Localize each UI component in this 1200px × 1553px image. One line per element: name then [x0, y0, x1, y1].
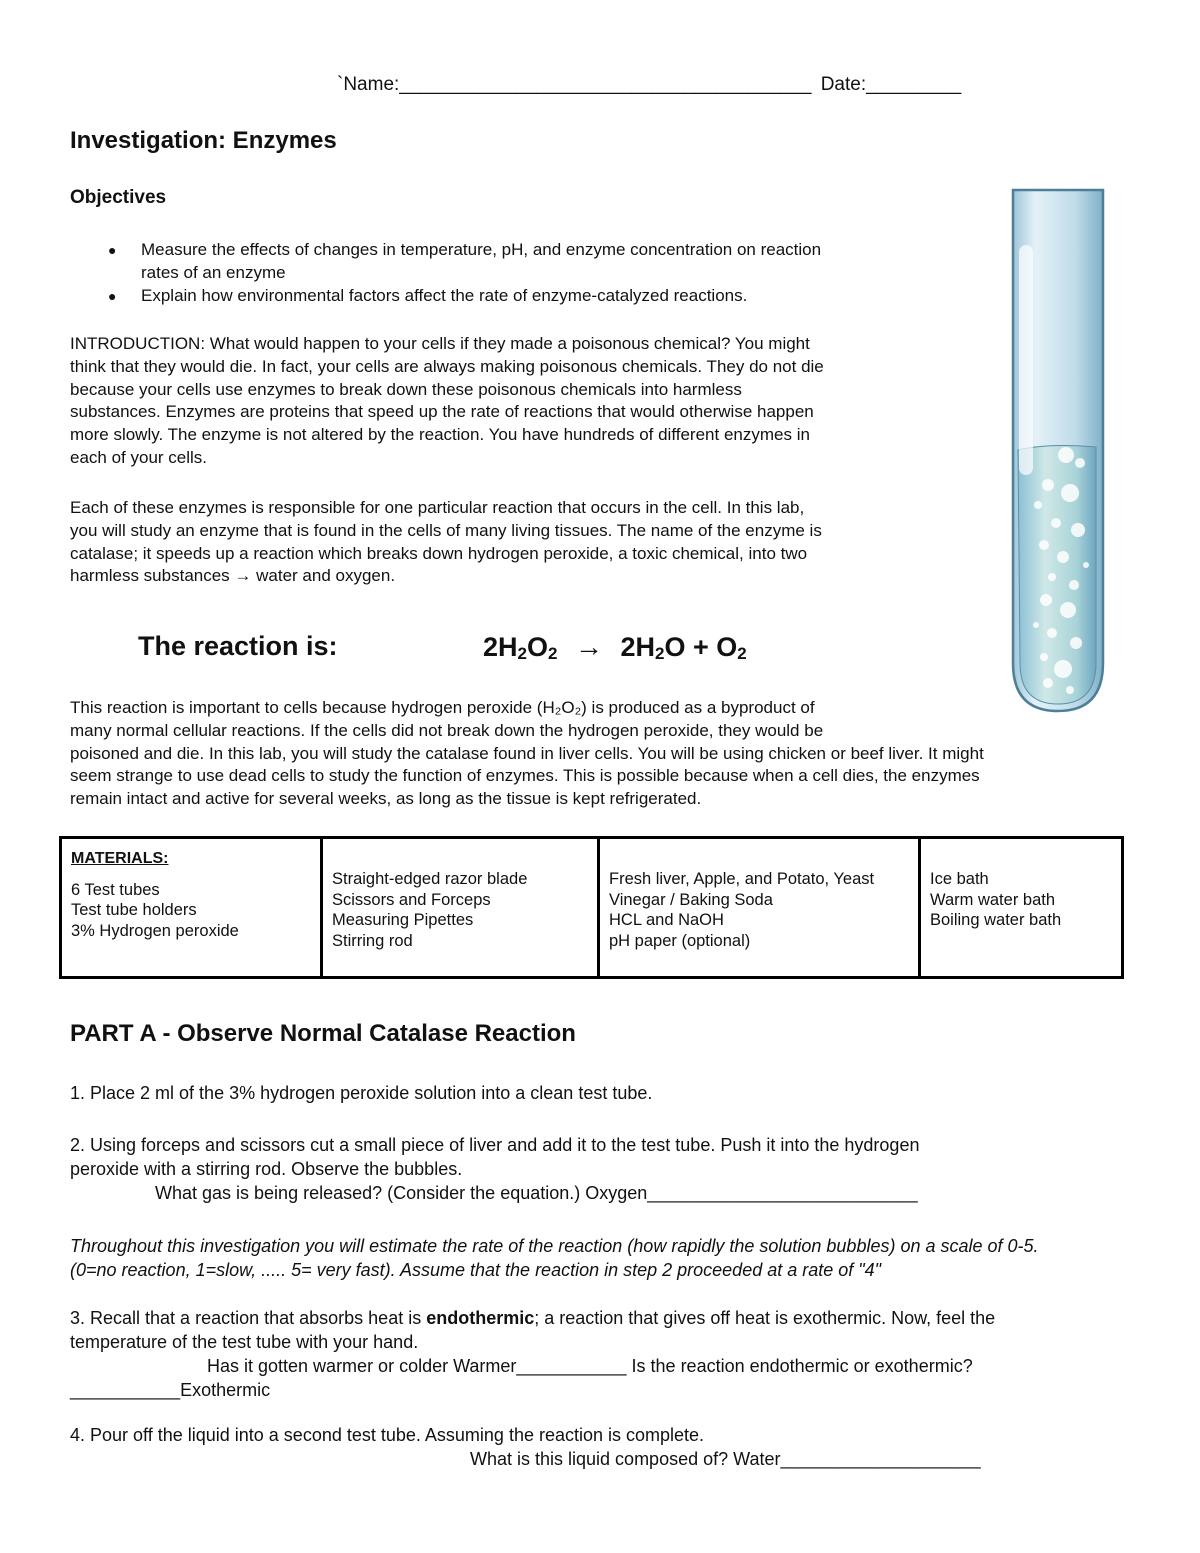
materials-col-2: Straight-edged razor blade Scissors and Forceps Measuring Pipettes Stirring rod	[322, 838, 599, 978]
step-3-question[interactable]: Has it gotten warmer or colder Warmer___________ Is the reaction endothermic or exothermic?	[207, 1356, 973, 1376]
name-field[interactable]: `Name:_______________________________________	[337, 74, 812, 95]
rate-instructions: Throughout this investigation you will estimate the rate of the reaction (how rapidly the solution bubbles) on a scale of 0-5. (0=no reaction, 1=slow, ..... 5= very fast). Assume that the reaction in step 2 proceeded at a rate of "4"	[70, 1236, 1039, 1280]
objectives-list	[70, 239, 940, 307]
part-a-title: PART A - Observe Normal Catalase Reaction	[70, 1020, 576, 1047]
materials-table	[59, 836, 1124, 979]
step-4: 4. Pour off the liquid into a second test tube. Assuming the reaction is complete. What is this liquid composed of? Water____________________	[70, 1425, 981, 1469]
reaction-label: The reaction is:	[138, 631, 338, 661]
enzyme-paragraph: Each of these enzymes is responsible for one particular reaction that occurs in the cell. In this lab, you will study an enzyme that is found in the cells of many living tissues. The name of the enzyme is catalase; it speeds up a reaction which breaks down hydrogen peroxide, a toxic chemical, into two harmless substances → water and oxygen.	[70, 498, 822, 586]
bullet-icon: ●	[108, 242, 117, 258]
step-3: 3. Recall that a reaction that absorbs heat is endothermic; a reaction that gives off heat is exothermic. Now, feel the temperature of the test tube with your hand. Has it gotten warmer or colder Warmer___________ Is the reaction endothermic or exothermic? ___________Exothermic	[70, 1308, 996, 1400]
objectives-heading: Objectives	[70, 187, 167, 208]
materials-col-4: Ice bath Warm water bath Boiling water bath	[920, 838, 1123, 978]
arrow-icon: →	[574, 631, 603, 662]
step-3-answer[interactable]: ___________Exothermic	[70, 1380, 271, 1400]
step-1: 1. Place 2 ml of the 3% hydrogen peroxide solution into a clean test tube.	[70, 1083, 653, 1103]
materials-col-3: Fresh liver, Apple, and Potato, Yeast Vinegar / Baking Soda HCL and NaOH pH paper (optional)	[599, 838, 920, 978]
bullet-icon: ●	[108, 287, 117, 304]
intro-paragraph: INTRODUCTION: What would happen to your cells if they made a poisonous chemical? You might think that they would die. In fact, your cells are always making poisonous chemicals. They do not die because your cells use enzymes to break down these poisonous chemicals into harmless substances. Enzymes are proteins that speed up the rate of reactions that would otherwise happen more slowly. The enzyme is not altered by the reaction. You have hundreds of different enzymes in each of your cells.	[70, 334, 824, 467]
date-field[interactable]: Date:_________	[820, 74, 962, 95]
test-tube-icon	[1008, 185, 1112, 717]
importance-paragraph: This reaction is important to cells because hydrogen peroxide (H₂O₂) is produced as a byproduct of many normal cellular reactions. If the cells did not break down the hydrogen peroxide, they would be poisoned and die. In this lab, you will study the catalase found in liver cells. You will be using chicken or beef liver. It might seem strange to use dead cells to study the function of enzymes. This is possible because when a cell dies, the enzymes remain intact and active for several weeks, as long as the tissue is kept refrigerated.	[70, 698, 984, 809]
materials-col-1: MATERIALS: 6 Test tubes Test tube holders 3% Hydrogen peroxide	[61, 838, 322, 978]
page-title: Investigation: Enzymes	[70, 127, 337, 154]
materials-title: MATERIALS:	[71, 850, 169, 867]
step-4-question[interactable]: What is this liquid composed of? Water____________________	[470, 1449, 981, 1469]
list-item: ● Explain how environmental factors affect the rate of enzyme-catalyzed reactions.	[70, 285, 940, 308]
step-2: 2. Using forceps and scissors cut a small piece of liver and add it to the test tube. Push it into the hydrogen peroxide with a stirring rod. Observe the bubbles. What gas is being released? (Consider the equation.) Oxygen___________________________	[70, 1135, 920, 1203]
list-item: ● Measure the effects of changes in temperature, pH, and enzyme concentration on reaction rates of an enzyme	[108, 240, 822, 282]
step-2-question[interactable]: What gas is being released? (Consider the equation.) Oxygen___________________________	[155, 1183, 918, 1203]
header-line	[337, 74, 961, 96]
reaction-equation: $2H_2O_2 \to 2H_2O + O_2$	[483, 631, 747, 663]
